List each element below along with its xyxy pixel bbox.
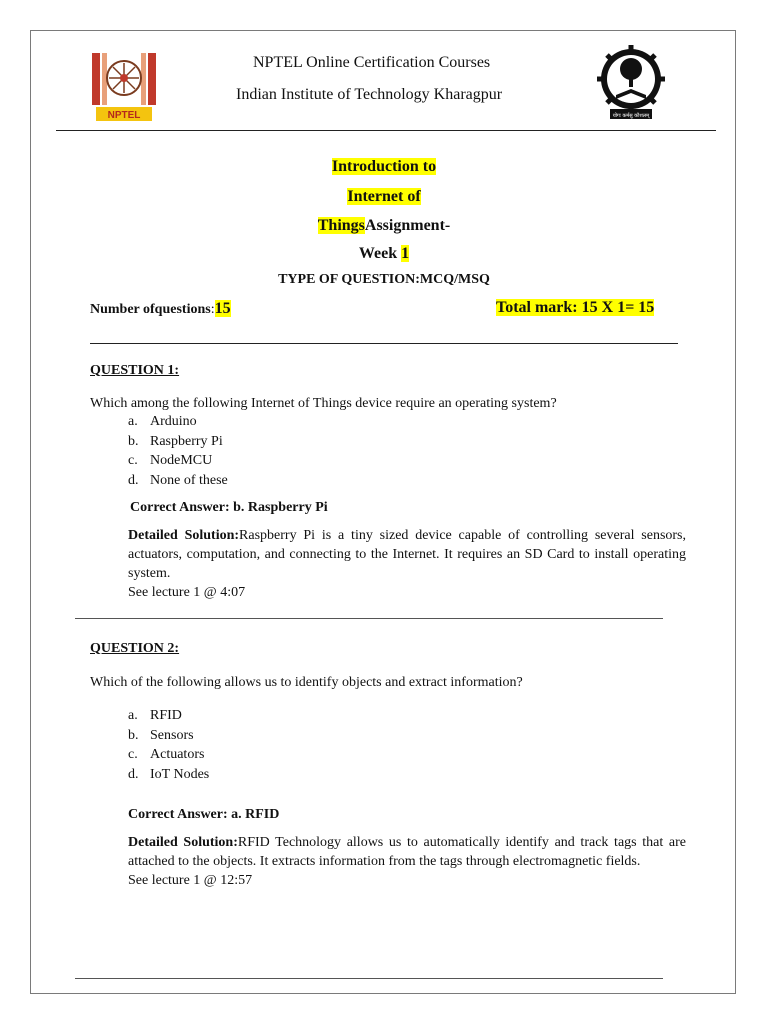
nptel-logo xyxy=(90,51,158,123)
question-2-heading: QUESTION 2: xyxy=(90,641,180,656)
question-1-text: Which among the following Internet of Things device require an operating system? xyxy=(90,396,557,411)
question-type: TYPE OF QUESTION:MCQ/MSQ xyxy=(278,272,490,287)
assignment-title-line-1: Introduction to xyxy=(331,158,437,175)
option-d: d. None of these xyxy=(128,472,228,488)
question-1-detailed-solution: Detailed Solution:Raspberry Pi is a tiny sized device capable of controlling several sensors, actuators, computation, and connecting to the Internet. It requires an SD Card to install operating system. See lecture 1 @ 4:07 xyxy=(128,528,687,600)
svg-text:NPTEL: NPTEL xyxy=(107,110,141,121)
option-a: a. Arduino xyxy=(128,414,197,429)
question-2-detailed-solution: Detailed Solution:RFID Technology allows us to automatically identify and track tags that are attached to the objects. It extracts information from the tags through electromagnetic fields. See lecture 1 @ 12:57 xyxy=(128,835,686,888)
question-2-lecture-ref: See lecture 1 @ 12:57 xyxy=(128,873,253,888)
option-c: c. Actuators xyxy=(128,747,205,762)
question-1-heading: QUESTION 1: xyxy=(90,363,180,378)
option-a: a. RFID xyxy=(128,708,182,723)
question-1-options xyxy=(128,412,228,490)
option-d: d. IoT Nodes xyxy=(128,766,210,782)
total-marks: Total mark: 15 X 1= 15 xyxy=(496,299,655,316)
option-c: c. NodeMCU xyxy=(128,453,213,468)
question-2-correct-answer: Correct Answer: a. RFID xyxy=(128,807,280,822)
option-b: b. Raspberry Pi xyxy=(128,433,223,449)
assignment-title-line-3: ThingsAssignment- xyxy=(317,217,451,234)
svg-text:योगः कर्मसु कौशलम्: योगः कर्मसु कौशलम् xyxy=(612,113,650,119)
number-of-questions: Number ofquestions:15 xyxy=(90,300,231,317)
question-1-rule xyxy=(75,618,663,619)
assignment-week: Week 1 xyxy=(358,245,410,262)
footer-rule xyxy=(75,978,663,979)
assignment-title-line-2: Internet of xyxy=(347,188,421,205)
question-2-text: Which of the following allows us to identify objects and extract information? xyxy=(90,675,523,690)
question-1-correct-answer: Correct Answer: b. Raspberry Pi xyxy=(130,500,328,515)
iit-kharagpur-logo xyxy=(594,45,668,121)
header-institute-line: Indian Institute of Technology Kharagpur xyxy=(236,86,503,103)
question-2-options xyxy=(128,706,209,784)
option-b: b. Sensors xyxy=(128,727,194,743)
question-1-lecture-ref: See lecture 1 @ 4:07 xyxy=(128,585,246,600)
meta-rule xyxy=(90,343,678,344)
header-course-line: NPTEL Online Certification Courses xyxy=(253,54,491,71)
header-rule xyxy=(56,130,716,131)
